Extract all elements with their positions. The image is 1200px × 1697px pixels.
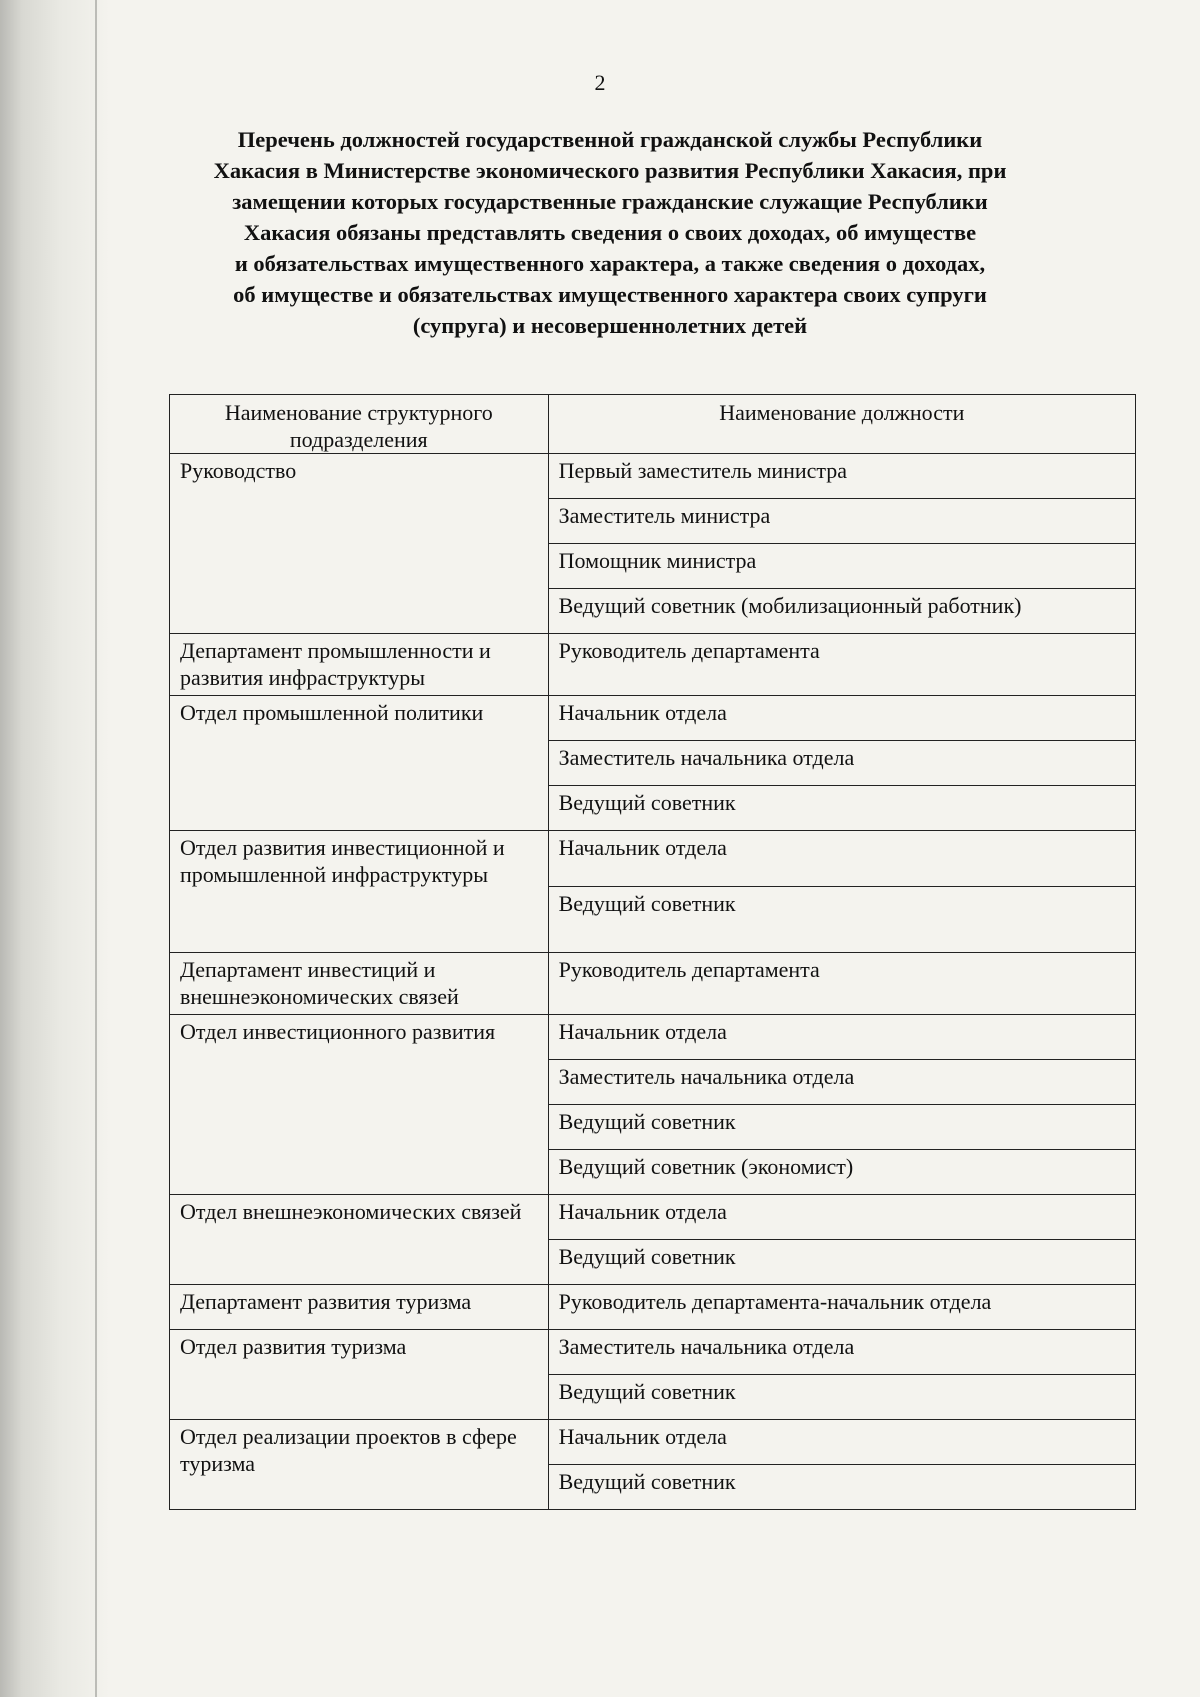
title-line: Хакасия обязаны представлять сведения о своих доходах, об имуществе <box>243 220 977 245</box>
unit-cell: Отдел промышленной политики <box>170 696 549 831</box>
scan-fold-line <box>95 0 97 1697</box>
position-cell: Руководитель департамента <box>548 953 1135 1015</box>
unit-cell: Руководство <box>170 454 549 634</box>
table-row <box>170 831 1136 887</box>
table-row <box>170 696 1136 741</box>
document-title <box>170 124 1050 341</box>
table-row <box>170 1330 1136 1375</box>
positions-table <box>169 394 1136 1510</box>
position-cell: Начальник отдела <box>548 831 1135 887</box>
position-cell: Начальник отдела <box>548 1015 1135 1060</box>
title-line: Перечень должностей государственной гражданской службы Республики <box>237 127 983 152</box>
position-cell: Ведущий советник (мобилизационный работник) <box>548 589 1135 634</box>
position-cell: Первый заместитель министра <box>548 454 1135 499</box>
position-cell: Начальник отдела <box>548 696 1135 741</box>
position-cell: Ведущий советник <box>548 1105 1135 1150</box>
unit-cell: Отдел внешнеэкономических связей <box>170 1195 549 1285</box>
title-line: Хакасия в Министерстве экономического развития Республики Хакасия, при <box>213 158 1007 183</box>
table-row <box>170 1420 1136 1465</box>
position-cell: Помощник министра <box>548 544 1135 589</box>
unit-cell: Отдел развития инвестиционной и промышленной инфраструктуры <box>170 831 549 953</box>
header-unit: Наименование структурного подразделения <box>170 395 549 454</box>
position-cell: Ведущий советник (экономист) <box>548 1150 1135 1195</box>
position-cell: Ведущий советник <box>548 1465 1135 1510</box>
unit-cell: Департамент промышленности и развития инфраструктуры <box>170 634 549 696</box>
position-cell: Ведущий советник <box>548 1375 1135 1420</box>
unit-cell: Департамент инвестиций и внешнеэкономических связей <box>170 953 549 1015</box>
title-line: (супруга) и несовершеннолетних детей <box>412 313 808 338</box>
position-cell: Заместитель начальника отдела <box>548 741 1135 786</box>
unit-cell: Отдел инвестиционного развития <box>170 1015 549 1195</box>
unit-cell: Департамент развития туризма <box>170 1285 549 1330</box>
page-number: 2 <box>594 70 606 95</box>
table-row <box>170 454 1136 499</box>
table-row <box>170 1015 1136 1060</box>
table-row <box>170 953 1136 1015</box>
position-cell: Начальник отдела <box>548 1420 1135 1465</box>
position-cell: Ведущий советник <box>548 1240 1135 1285</box>
table-row <box>170 1195 1136 1240</box>
position-cell: Ведущий советник <box>548 786 1135 831</box>
position-cell: Заместитель начальника отдела <box>548 1060 1135 1105</box>
title-line: замещении которых государственные гражданские служащие Республики <box>232 189 988 214</box>
title-line: об имуществе и обязательствах имущественного характера своих супруги <box>233 282 987 307</box>
unit-cell: Отдел реализации проектов в сфере туризма <box>170 1420 549 1510</box>
header-position: Наименование должности <box>548 395 1135 454</box>
table-row <box>170 634 1136 696</box>
position-cell: Заместитель начальника отдела <box>548 1330 1135 1375</box>
unit-cell: Отдел развития туризма <box>170 1330 549 1420</box>
table-header-row <box>170 395 1136 454</box>
position-cell: Начальник отдела <box>548 1195 1135 1240</box>
position-cell: Ведущий советник <box>548 887 1135 953</box>
table-row <box>170 1285 1136 1330</box>
scan-shadow-edge <box>0 0 110 1697</box>
position-cell: Руководитель департамента-начальник отдела <box>548 1285 1135 1330</box>
position-cell: Заместитель министра <box>548 499 1135 544</box>
title-line: и обязательствах имущественного характера, а также сведения о доходах, <box>234 251 986 276</box>
position-cell: Руководитель департамента <box>548 634 1135 696</box>
